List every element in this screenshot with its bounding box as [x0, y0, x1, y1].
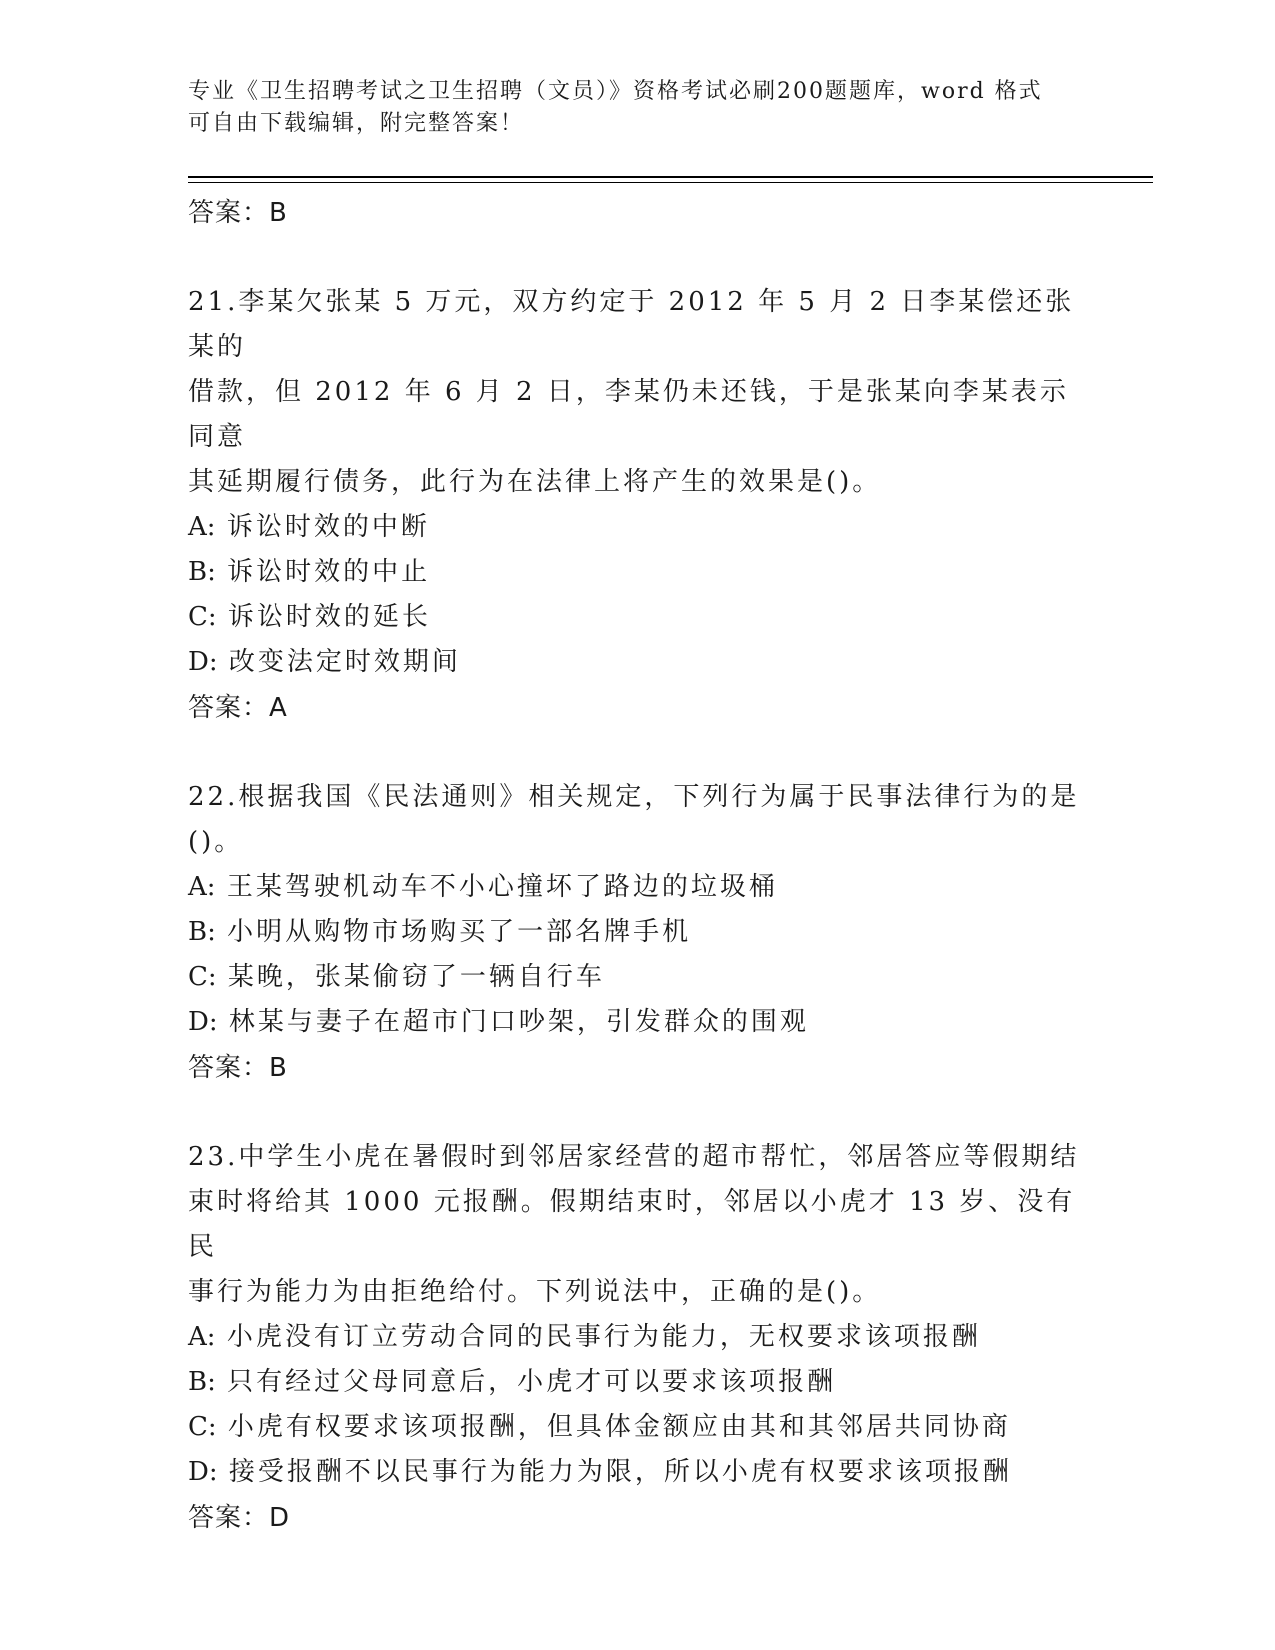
- header-rule-thin: [188, 182, 1153, 183]
- question-gap: [188, 236, 1088, 280]
- option-text: 小虎有权要求该项报酬，但具体金额应由其和其邻居共同协商: [227, 1412, 1011, 1442]
- document-body: [188, 190, 1088, 1541]
- option-letter: A:: [188, 1322, 216, 1352]
- question-gap: [188, 731, 1088, 775]
- option-letter: B:: [188, 917, 216, 947]
- question-answer: 答案：B: [188, 1053, 288, 1083]
- option-letter: B:: [188, 557, 216, 587]
- question-22: [188, 775, 1088, 1091]
- question-21: [188, 280, 1088, 731]
- option-letter: C:: [188, 962, 217, 992]
- option-text: 只有经过父母同意后，小虎才可以要求该项报酬: [227, 1367, 837, 1397]
- option-letter: A:: [188, 512, 216, 542]
- option-text: 诉讼时效的延长: [227, 602, 431, 632]
- header-line-2: 可自由下载编辑，附完整答案！: [188, 111, 525, 136]
- option-d: [188, 640, 1088, 685]
- header-line-1: 专业《卫生招聘考试之卫生招聘（文员）》资格考试必刷200题题库，word 格式: [188, 79, 1043, 104]
- question-answer: 答案：A: [188, 693, 288, 723]
- option-text: 诉讼时效的中断: [226, 512, 430, 542]
- option-text: 小虎没有订立劳动合同的民事行为能力，无权要求该项报酬: [226, 1322, 981, 1352]
- stem-line: 22.根据我国《民法通则》相关规定，下列行为属于民事法律行为的是: [188, 782, 1080, 812]
- option-c: [188, 595, 1088, 640]
- option-letter: A:: [188, 872, 216, 902]
- option-text: 林某与妻子在超市门口吵架，引发群众的围观: [228, 1007, 809, 1037]
- option-a: [188, 1315, 1088, 1360]
- previous-answer: 答案：B: [188, 198, 288, 228]
- option-letter: B:: [188, 1367, 216, 1397]
- option-text: 改变法定时效期间: [228, 647, 461, 677]
- question-stem: [188, 1135, 1088, 1315]
- option-c: [188, 955, 1088, 1000]
- question-answer: 答案：D: [188, 1503, 291, 1533]
- stem-line: 事行为能力为由拒绝给付。下列说法中，正确的是()。: [188, 1277, 882, 1307]
- option-text: 诉讼时效的中止: [227, 557, 431, 587]
- stem-line: 束时将给其 1000 元报酬。假期结束时，邻居以小虎才 13 岁、没有民: [188, 1187, 1076, 1262]
- option-text: 小明从购物市场购买了一部名牌手机: [227, 917, 692, 947]
- option-c: [188, 1405, 1088, 1450]
- stem-line: ()。: [188, 827, 244, 857]
- option-d: [188, 1450, 1088, 1495]
- option-a: [188, 505, 1088, 550]
- stem-line: 借款，但 2012 年 6 月 2 日，李某仍未还钱，于是张某向李某表示同意: [188, 377, 1069, 452]
- option-letter: C:: [188, 602, 217, 632]
- option-b: [188, 910, 1088, 955]
- option-d: [188, 1000, 1088, 1045]
- question-stem: [188, 280, 1088, 505]
- option-b: [188, 550, 1088, 595]
- option-b: [188, 1360, 1088, 1405]
- option-text: 某晚，张某偷窃了一辆自行车: [227, 962, 605, 992]
- question-23: [188, 1135, 1088, 1541]
- question-stem: [188, 775, 1088, 865]
- option-letter: C:: [188, 1412, 217, 1442]
- option-text: 接受报酬不以民事行为能力为限，所以小虎有权要求该项报酬: [228, 1457, 1012, 1487]
- stem-line: 21.李某欠张某 5 万元，双方约定于 2012 年 5 月 2 日李某偿还张某的: [188, 287, 1075, 362]
- option-a: [188, 865, 1088, 910]
- stem-line: 23.中学生小虎在暑假时到邻居家经营的超市帮忙，邻居答应等假期结: [188, 1142, 1080, 1172]
- option-letter: D:: [188, 1007, 218, 1037]
- option-letter: D:: [188, 1457, 218, 1487]
- header-rule-thick: [188, 176, 1153, 178]
- document-header: [188, 76, 1088, 140]
- option-text: 王某驾驶机动车不小心撞坏了路边的垃圾桶: [226, 872, 778, 902]
- stem-line: 其延期履行债务，此行为在法律上将产生的效果是()。: [188, 467, 882, 497]
- option-letter: D:: [188, 647, 218, 677]
- question-gap: [188, 1091, 1088, 1135]
